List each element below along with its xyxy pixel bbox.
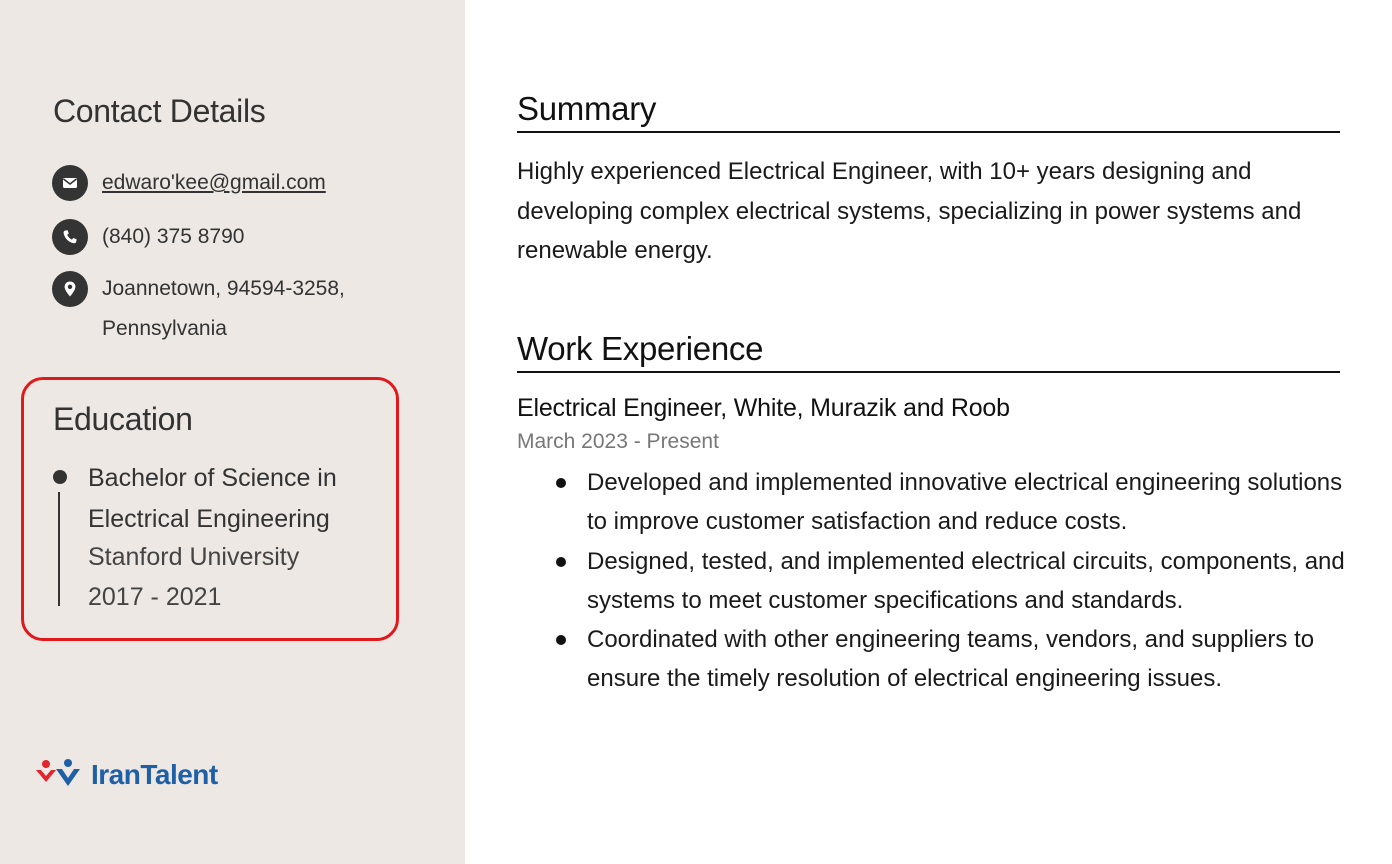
bullet-dot	[556, 478, 566, 488]
bullet-text: Developed and implemented innovative electrical engineering solutions to improve customer satisfaction and reduce costs.	[587, 469, 1343, 536]
irantalent-logo	[35, 758, 218, 792]
bullet-dot	[556, 557, 566, 567]
address	[102, 269, 345, 349]
education-heading: Education	[53, 401, 193, 437]
work-experience-heading: Work Experience	[517, 330, 1340, 373]
bullet-text: Coordinated with other engineering teams, vendors, and suppliers to ensure the timely resolution of electrical engineering issues.	[587, 626, 1315, 693]
contact-email-row	[52, 165, 326, 203]
timeline-line	[58, 492, 60, 606]
job-title: Electrical Engineer, White, Murazik and Roob	[517, 394, 1010, 422]
bullet-text: Designed, tested, and implemented electrical circuits, components, and systems to meet customer specifications and standards.	[587, 547, 1345, 614]
email-icon	[52, 165, 88, 201]
education-years: 2017 - 2021	[88, 583, 222, 611]
phone-icon	[52, 219, 88, 255]
summary-text: Highly experienced Electrical Engineer, with 10+ years designing and developing complex electrical systems, specializing in power systems and renewable energy.	[517, 158, 1302, 264]
job-bullet	[587, 620, 1347, 699]
logo-mark-icon	[35, 758, 85, 792]
education-degree: Bachelor of Science in Electrical Engineering	[88, 464, 337, 533]
phone-number: (840) 375 8790	[102, 225, 245, 248]
job-bullets	[587, 463, 1347, 699]
education-school: Stanford University	[88, 543, 300, 571]
job-bullet	[587, 542, 1347, 621]
location-icon	[52, 271, 88, 307]
logo-text: IranTalent	[91, 759, 218, 790]
job-bullet	[587, 463, 1347, 542]
sidebar	[0, 0, 465, 864]
summary-heading: Summary	[517, 90, 1340, 133]
address-line-1: Joannetown, 94594-3258,	[102, 277, 345, 300]
job-dates: March 2023 - Present	[517, 430, 719, 453]
contact-details-heading: Contact Details	[53, 93, 266, 129]
contact-phone-row	[52, 219, 244, 257]
contact-address-row	[52, 271, 345, 349]
bullet-dot	[556, 635, 566, 645]
timeline-dot	[53, 470, 67, 484]
address-line-2: Pennsylvania	[102, 317, 227, 340]
email-link[interactable]: edwaro'kee@gmail.com	[102, 171, 326, 194]
